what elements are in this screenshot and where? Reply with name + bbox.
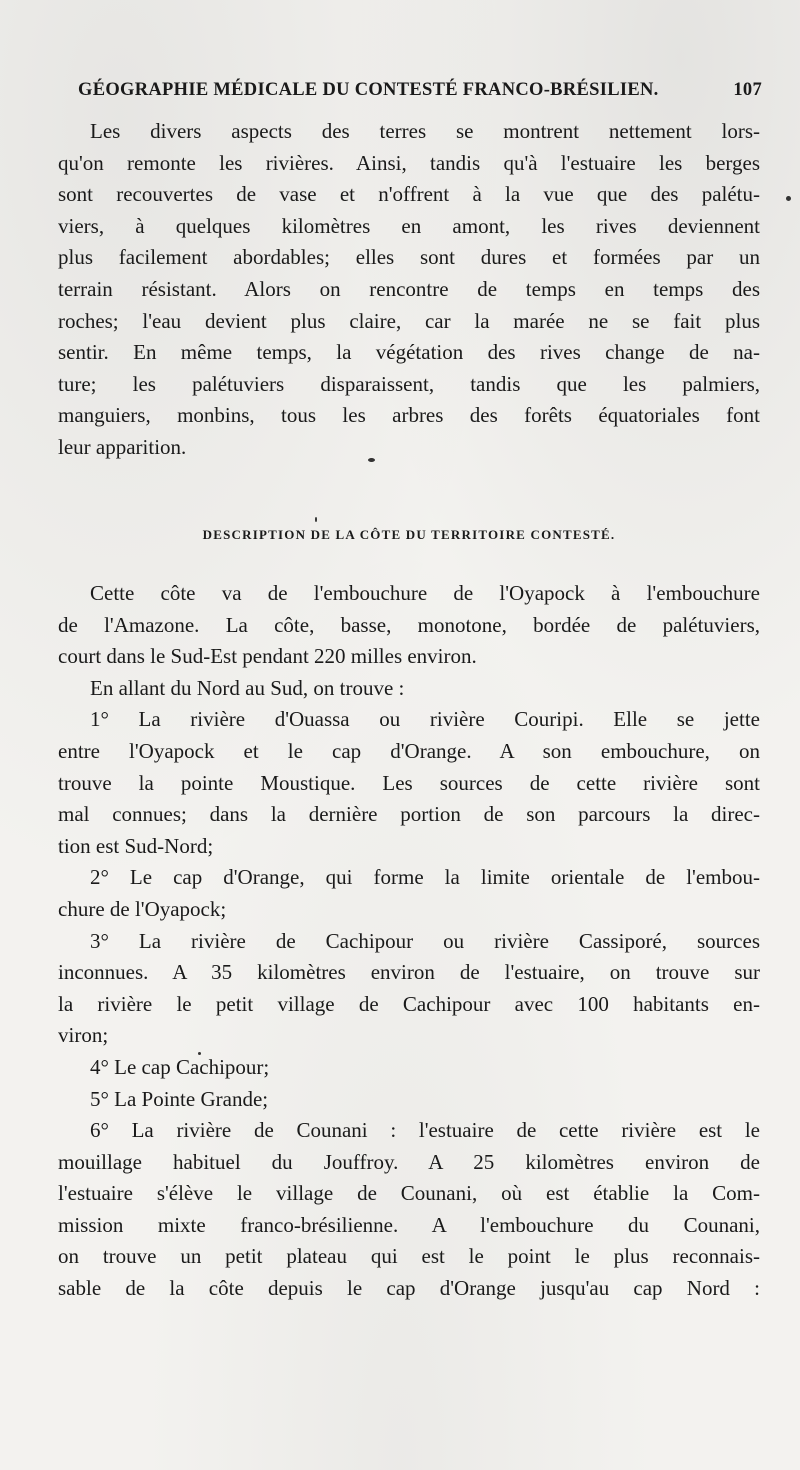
text-line: on trouve un petit plateau qui est le point le plus reconnais-	[58, 1244, 760, 1269]
ink-speck	[198, 1052, 201, 1055]
text-line: qu'on remonte les rivières. Ainsi, tandis qu'à l'estuaire les berges	[58, 150, 760, 175]
ink-speck	[786, 196, 791, 201]
text-line: sable de la côte depuis le cap d'Orange jusqu'au cap Nord :	[58, 1276, 760, 1301]
text-line: ture; les palétuviers disparaissent, tandis que les palmiers,	[58, 371, 760, 396]
running-header	[78, 76, 762, 104]
text-line: tion est Sud-Nord;	[58, 833, 214, 858]
ink-speck	[368, 458, 375, 462]
text-line: sont recouvertes de vase et n'offrent à la vue que des palétu-	[58, 182, 760, 207]
text-line: de l'Amazone. La côte, basse, monotone, bordée de palétuviers,	[58, 612, 760, 637]
list-item-6: 6° La rivière de Counani : l'estuaire de cette rivière est le	[90, 1118, 760, 1143]
text-line: roches; l'eau devient plus claire, car la marée ne se fait plus	[58, 308, 760, 333]
text-line: trouve la pointe Moustique. Les sources de cette rivière sont	[58, 770, 760, 795]
text-line: viers, à quelques kilomètres en amont, les rives deviennent	[58, 213, 760, 238]
list-item-4: 4° Le cap Cachipour;	[90, 1054, 270, 1079]
text-line: plus facilement abordables; elles sont dures et formées par un	[58, 245, 760, 270]
text-line: l'estuaire s'élève le village de Counani, où est établie la Com-	[58, 1181, 760, 1206]
paragraph-coast-description	[58, 578, 760, 1305]
text-line: sentir. En même temps, la végétation des rives change de na-	[58, 340, 760, 365]
list-item-5: 5° La Pointe Grande;	[90, 1086, 269, 1111]
text-line: leur apparition.	[58, 434, 187, 459]
text-line: mouillage habituel du Jouffroy. A 25 kilomètres environ de	[58, 1149, 760, 1174]
text-line: court dans le Sud-Est pendant 220 milles environ.	[58, 644, 477, 669]
text-line: terrain résistant. Alors on rencontre de temps en temps des	[58, 276, 760, 301]
list-item-3: 3° La rivière de Cachipour ou rivière Cassiporé, sources	[90, 928, 760, 953]
paragraph-vegetation	[58, 116, 760, 464]
text-line: mal connues; dans la dernière portion de son parcours la direc-	[58, 802, 760, 827]
text-line: Les divers aspects des terres se montrent nettement lors-	[90, 119, 760, 143]
ink-speck	[315, 517, 317, 522]
page-number: 107	[733, 79, 762, 100]
text-line: mission mixte franco-brésilienne. A l'embouchure du Counani,	[58, 1212, 760, 1237]
text-line: viron;	[58, 1023, 109, 1048]
text-line: manguiers, monbins, tous les arbres des forêts équatoriales font	[58, 403, 760, 428]
text-line: la rivière le petit village de Cachipour avec 100 habitants en-	[58, 991, 760, 1016]
section-heading: DESCRIPTION DE LA CÔTE DU TERRITOIRE CONTESTÉ.	[202, 527, 616, 542]
text-line: entre l'Oyapock et le cap d'Orange. A son embouchure, on	[58, 738, 760, 763]
running-title: GÉOGRAPHIE MÉDICALE DU CONTESTÉ FRANCO-BRÉSILIEN.	[78, 79, 659, 100]
text-line: En allant du Nord au Sud, on trouve :	[90, 675, 405, 700]
list-item-2: 2° Le cap d'Orange, qui forme la limite orientale de l'embou-	[90, 865, 760, 890]
text-line: Cette côte va de l'embouchure de l'Oyapock à l'embouchure	[90, 581, 760, 605]
text-line: inconnues. A 35 kilomètres environ de l'estuaire, on trouve sur	[58, 960, 760, 985]
text-line: chure de l'Oyapock;	[58, 896, 227, 921]
list-item-1: 1° La rivière d'Ouassa ou rivière Couripi. Elle se jette	[90, 707, 760, 732]
